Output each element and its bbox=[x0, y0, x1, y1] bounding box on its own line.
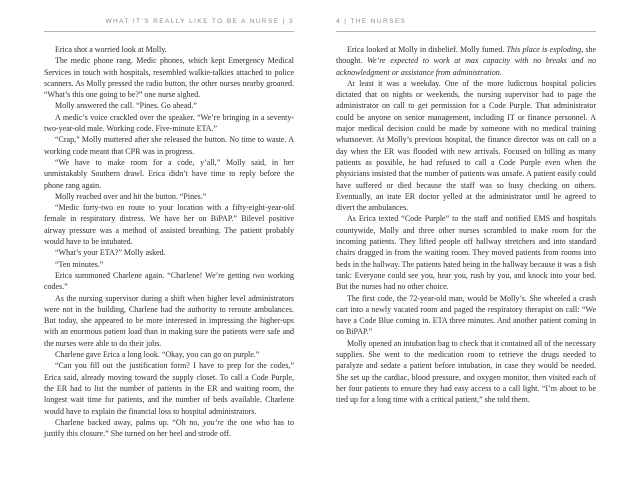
paragraph bbox=[44, 55, 294, 100]
text-segment: “Medic forty-two en route to your location with a fifty-eight-year-old female in respiratory distress. We have her on BiPAP.” Bilevel positive airway pressure was a method of assisted breathing. The patient probably would have to be intubated. bbox=[44, 203, 294, 247]
paragraph bbox=[44, 417, 294, 440]
right-page-text bbox=[336, 44, 596, 406]
text-segment: As Erica texted “Code Purple” to the staff and notified EMS and hospitals countywide, Molly and three other nurses scrambled to make room for the incoming patients. They lifted people off hallway stretchers and into standard chairs dragged in from the waiting room. They moved patients from rooms into beds in the hallway. The patients hated being in the hallway because it was a fish tank: Everyone could see you, hear you, rush by you, and knock into your bed. But the nurses had no other choice. bbox=[336, 214, 596, 292]
text-segment: A medic’s voice crackled over the speaker. “We’re bringing in a seventy-two-year-old male. Working code. Five-minute ETA.” bbox=[44, 112, 294, 134]
text-segment: The first code, the 72-year-old man, would be Molly’s. She wheeled a crash cart into a newly vacated room and paged the respiratory therapist on call: “We have a Code Blue coming in. ETA three minutes. And another patient coming in on BiPAP.” bbox=[336, 293, 596, 337]
text-segment: Molly opened an intubation bag to check that it contained all of the necessary supplies. She went to the medication room to retrieve the drugs needed to paralyze and sedate a patient before intubation, in case they would be needed. She set up the cardiac, blood pressure, and oxygen monitor, then visited each of her four patients to ensure they had easy access to a call light. “I’m about to be tied up for a long time with a critical patient,” she told them. bbox=[336, 338, 596, 405]
right-header-rule bbox=[336, 31, 596, 32]
paragraph bbox=[44, 134, 294, 157]
left-page-text bbox=[44, 44, 294, 439]
text-segment: Molly answered the call. “Pines. Go ahead.” bbox=[55, 101, 197, 111]
text-segment: The medic phone rang. Medic phones, which kept Emergency Medical Services in touch with hospitals, resembled walkie-talkies attached to police scanners. As Molly pressed the radio button, the other nurses nearby groaned. “What’s this one going to be?” one nurse sighed. bbox=[44, 56, 294, 100]
paragraph bbox=[44, 247, 294, 258]
text-segment: Erica shot a worried look at Molly. bbox=[55, 45, 167, 54]
paragraph bbox=[44, 191, 294, 202]
page-left bbox=[44, 18, 294, 439]
text-segment: At least it was a weekday. One of the more ludicrous hospital policies dictated that on nights or weekends, the nursing supervisor had to page the administrator on call to get permission for a Code Purple. That administrator could be anyone on senior management, including IT or finance personnel. A major medical decision could be made by someone with no medical training whatsoever. At Molly’s previous hospital, the finance director was on call on a day when the ER was flooded with new arrivals. Focused on billing as many patients as possible, he had refused to call a Code Purple even when the physicians insisted that the number of patients was unsafe. A patient easily could have suffered or died because the staff was so busy checking on others. Eventually, an irate ER doctor yelled at the administrator until he agreed to divert the ambulances. bbox=[336, 78, 596, 213]
text-segment: “Ten minutes.” bbox=[55, 259, 104, 269]
text-segment: As the nursing supervisor during a shift when higher level administrators were not in the building, Charlene had the authority to reroute ambulances. But today, she appeared to be more interested in impressing the higher-ups with an enormous patient load than in making sure the patients were safe and the nurses were able to do their jobs. bbox=[44, 293, 294, 348]
text-segment: Charlene backed away, palms up. “Oh no, bbox=[55, 417, 204, 427]
left-header-rule bbox=[44, 31, 294, 32]
paragraph bbox=[44, 349, 294, 360]
page-right bbox=[336, 18, 596, 406]
text-segment: “Can you fill out the justification form? I have to prep for the codes,” Erica said, already moving toward the supply closet. To call a Code Purple, the ER had to list the number of patients in the ER and waiting room, the longest wait time for patients, and the number of beds available. Charlene would have to explain the financial loss to hospital administrators. bbox=[44, 361, 294, 416]
paragraph bbox=[44, 293, 294, 349]
left-running-header: WHAT IT’S REALLY LIKE TO BE A NURSE | 3 bbox=[105, 18, 294, 25]
paragraph bbox=[44, 202, 294, 247]
text-segment: “What’s your ETA?” Molly asked. bbox=[55, 248, 166, 258]
paragraph bbox=[44, 44, 294, 55]
text-segment: Molly reached over and hit the button. “Pines.” bbox=[55, 191, 207, 201]
text-segment: she thought. bbox=[336, 45, 596, 66]
paragraph bbox=[44, 112, 294, 135]
paragraph bbox=[336, 78, 596, 214]
paragraph bbox=[44, 270, 294, 293]
italic-text-segment: you’re bbox=[203, 417, 224, 427]
paragraph bbox=[336, 44, 596, 78]
text-segment: the one who has to justify this closure.” She turned on her heel and strode off. bbox=[44, 417, 294, 439]
text-segment: Erica looked at Molly in disbelief. Molly fumed. bbox=[347, 45, 507, 54]
text-segment: “We have to make room for a code, y’all,” Molly said, in her unmistakably Southern drawl. Erica didn’t have time to reply before the phone rang again. bbox=[44, 157, 294, 190]
paragraph bbox=[44, 157, 294, 191]
italic-text-segment: We’re expected to work at max capacity with no breaks and no acknowledgment or assistance from administration. bbox=[336, 56, 596, 77]
text-segment: Erica summoned Charlene again. “Charlene! We’re getting bbox=[55, 270, 253, 280]
italic-text-segment: This place is exploding, bbox=[506, 45, 584, 54]
text-segment: working codes.” bbox=[44, 270, 295, 292]
italic-text-segment: two bbox=[252, 270, 265, 280]
paragraph bbox=[44, 100, 294, 111]
text-segment: Charlene gave Erica a long look. “Okay, you can go on purple.” bbox=[55, 350, 260, 360]
paragraph bbox=[44, 259, 294, 270]
text-segment: “Crap,” Molly muttered after she released the button. No time to waste. A working code meant that CPR was in progress. bbox=[44, 135, 294, 156]
paragraph bbox=[336, 293, 596, 338]
paragraph bbox=[336, 213, 596, 292]
paragraph bbox=[44, 360, 294, 416]
paragraph bbox=[336, 338, 596, 406]
right-running-header: 4 | THE NURSES bbox=[336, 18, 407, 25]
